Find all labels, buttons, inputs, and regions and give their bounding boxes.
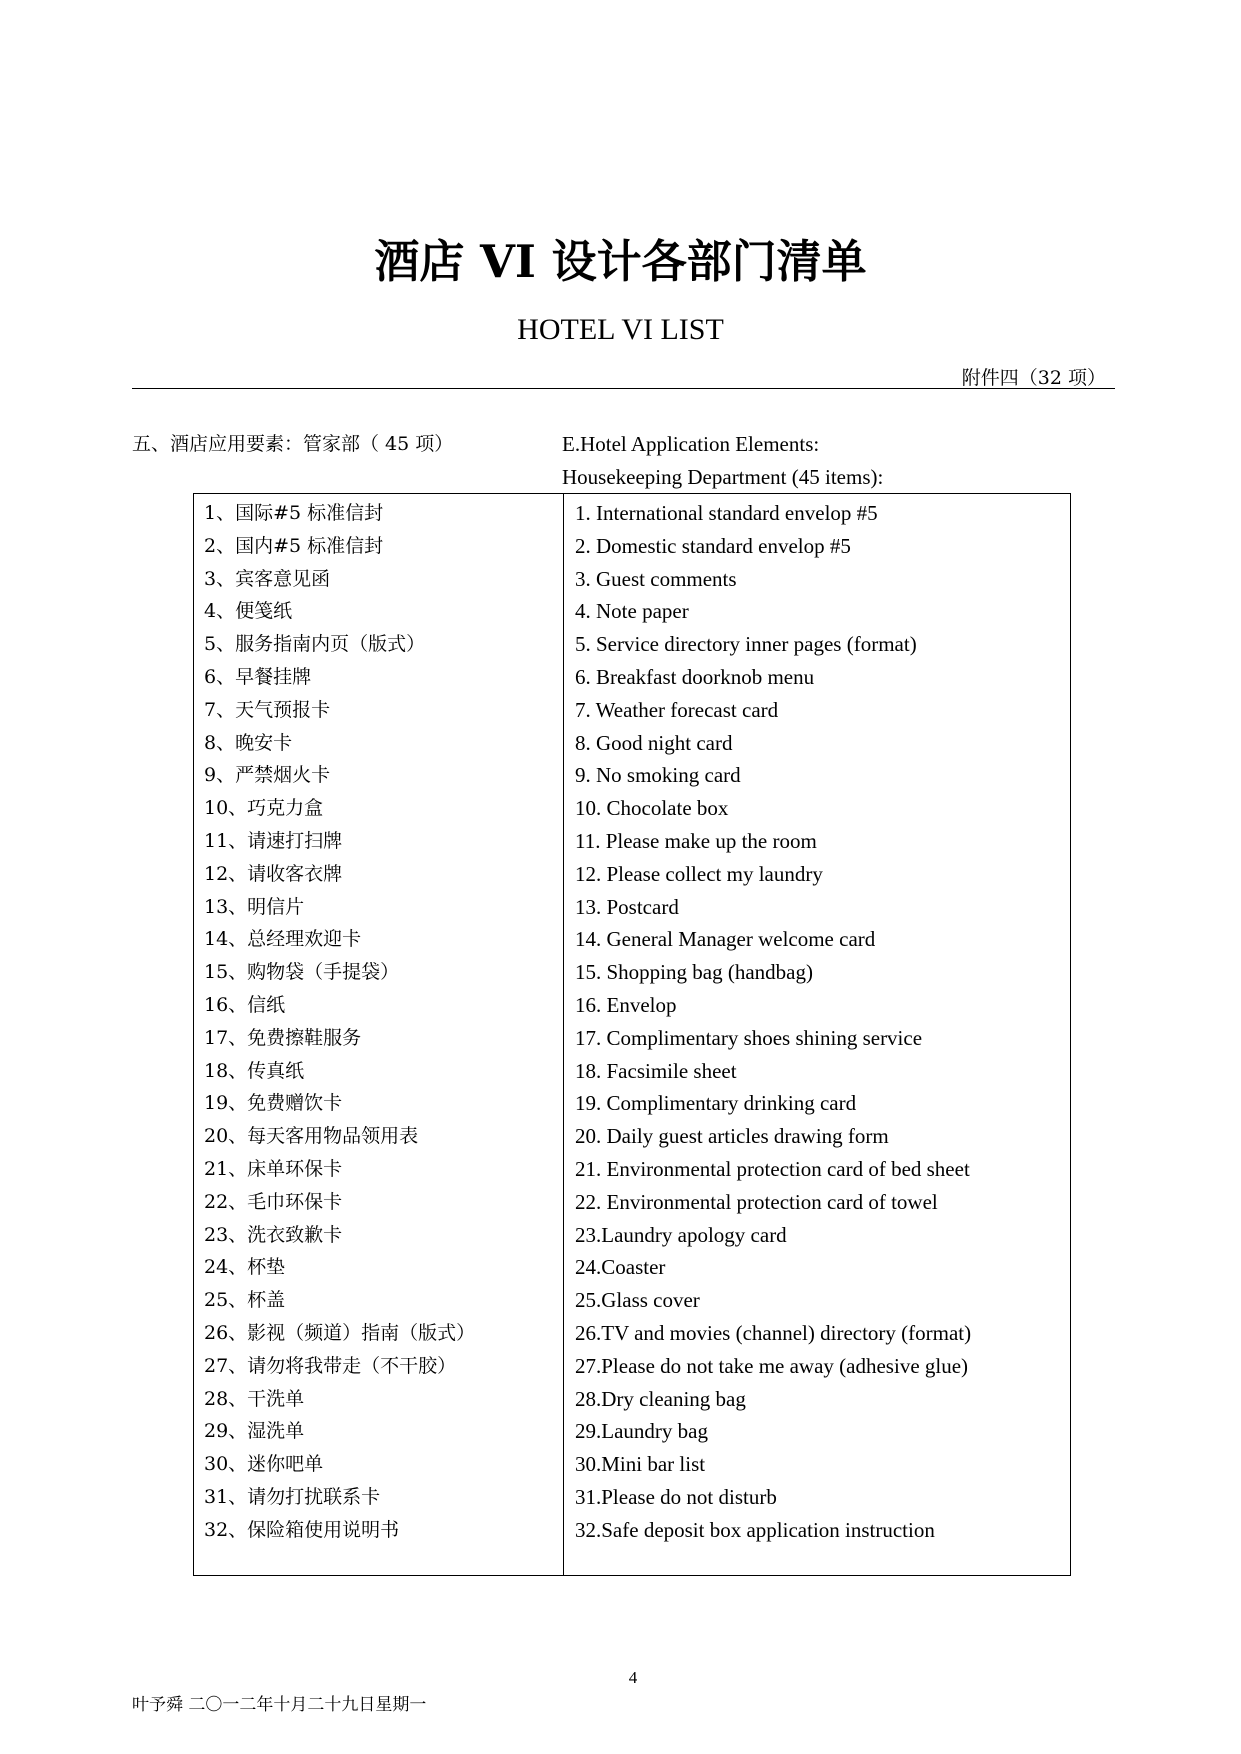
section-title-en xyxy=(562,428,883,494)
list-item-en: 8. Good night card xyxy=(575,730,733,755)
page-number: 4 xyxy=(628,1668,638,1687)
footer-author-date: 叶予舜 二〇一二年十月二十九日星期一 xyxy=(132,1695,427,1715)
list-item-en: 23.Laundry apology card xyxy=(575,1222,787,1247)
section-title-en-line1: E.Hotel Application Elements: xyxy=(562,432,820,456)
list-item-en: 26.TV and movies (channel) directory (format) xyxy=(575,1320,972,1345)
list-item-cn: 21、床单环保卡 xyxy=(204,1157,343,1180)
list-item-cn: 9、严禁烟火卡 xyxy=(204,764,331,787)
list-item-en: 6. Breakfast doorknob menu xyxy=(575,664,815,689)
list-item-en: 14. General Manager welcome card xyxy=(575,927,876,952)
list-item-en: 25.Glass cover xyxy=(575,1288,700,1313)
list-item-en: 32.Safe deposit box application instruction xyxy=(575,1517,935,1542)
list-item-en: 22. Environmental protection card of towel xyxy=(575,1189,938,1214)
list-item-cn: 8、晚安卡 xyxy=(204,731,293,754)
list-item-en: 2. Domestic standard envelop #5 xyxy=(575,533,851,558)
section-title-cn: 五、酒店应用要素：管家部（ 45 项） xyxy=(132,433,454,455)
list-item-en: 5. Service directory inner pages (format) xyxy=(575,632,917,657)
list-item-en: 21. Environmental protection card of bed sheet xyxy=(575,1156,970,1181)
list-item-cn: 26、影视（频道）指南（版式） xyxy=(204,1321,476,1344)
list-item-en: 13. Postcard xyxy=(575,894,679,919)
list-item-en: 29.Laundry bag xyxy=(575,1419,708,1444)
list-item-en: 12. Please collect my laundry xyxy=(575,861,823,886)
list-item-en: 24.Coaster xyxy=(575,1255,666,1280)
list-item-cn: 28、干洗单 xyxy=(204,1387,305,1410)
items-table xyxy=(193,493,1071,1576)
list-item-en: 28.Dry cleaning bag xyxy=(575,1386,746,1411)
annex-label: 附件四（32 项） xyxy=(961,367,1106,389)
list-item-cn: 30、迷你吧单 xyxy=(204,1453,324,1476)
list-item-cn: 25、杯盖 xyxy=(204,1289,286,1312)
list-item-en: 10. Chocolate box xyxy=(575,796,729,821)
list-item-cn: 13、明信片 xyxy=(204,895,305,918)
list-item-en: 1. International standard envelop #5 xyxy=(575,501,878,525)
items-list-en xyxy=(575,497,1065,1547)
list-item-cn: 17、免费擦鞋服务 xyxy=(204,1026,362,1049)
items-list-cn xyxy=(204,497,554,1547)
list-item-cn: 6、早餐挂牌 xyxy=(204,665,312,688)
list-item-en: 19. Complimentary drinking card xyxy=(575,1091,857,1116)
list-item-cn: 18、传真纸 xyxy=(204,1059,305,1082)
list-item-en: 3. Guest comments xyxy=(575,566,737,591)
list-item-en: 17. Complimentary shoes shining service xyxy=(575,1025,923,1050)
list-item-cn: 23、洗衣致歉卡 xyxy=(204,1223,343,1246)
list-item-cn: 7、天气预报卡 xyxy=(204,698,331,721)
list-item-cn: 27、请勿将我带走（不干胶） xyxy=(204,1354,457,1377)
list-item-cn: 5、服务指南内页（版式） xyxy=(204,633,426,656)
list-item-cn: 11、请速打扫牌 xyxy=(204,829,343,852)
list-item-cn: 10、巧克力盒 xyxy=(204,797,324,820)
list-item-cn: 15、购物袋（手提袋） xyxy=(204,961,400,984)
list-item-cn: 32、保险箱使用说明书 xyxy=(204,1518,400,1541)
list-item-cn: 19、免费赠饮卡 xyxy=(204,1092,343,1115)
list-item-cn: 14、总经理欢迎卡 xyxy=(204,928,362,951)
section-title-en-line2: Housekeeping Department (45 items): xyxy=(562,465,884,489)
list-item-en: 4. Note paper xyxy=(575,599,689,624)
list-item-en: 7. Weather forecast card xyxy=(575,697,779,722)
document-subtitle: HOTEL VI LIST xyxy=(517,313,724,346)
list-item-cn: 4、便笺纸 xyxy=(204,600,293,623)
list-item-en: 20. Daily guest articles drawing form xyxy=(575,1124,889,1149)
list-item-en: 16. Envelop xyxy=(575,992,677,1017)
list-item-en: 31.Please do not disturb xyxy=(575,1484,777,1509)
list-item-en: 18. Facsimile sheet xyxy=(575,1058,737,1083)
list-item-cn: 2、国内#5 标准信封 xyxy=(204,534,384,557)
document-title: 酒店 VI 设计各部门清单 xyxy=(374,235,867,288)
list-item-cn: 12、请收客衣牌 xyxy=(204,862,343,885)
list-item-cn: 1、国际#5 标准信封 xyxy=(204,502,384,524)
list-item-en: 11. Please make up the room xyxy=(575,828,817,853)
list-item-en: 27.Please do not take me away (adhesive glue) xyxy=(575,1353,969,1378)
list-item-cn: 22、毛巾环保卡 xyxy=(204,1190,343,1213)
list-item-cn: 16、信纸 xyxy=(204,993,286,1016)
list-item-cn: 29、湿洗单 xyxy=(204,1420,305,1443)
list-item-en: 15. Shopping bag (handbag) xyxy=(575,960,813,985)
column-divider xyxy=(563,494,564,1575)
list-item-cn: 31、请勿打扰联系卡 xyxy=(204,1485,381,1508)
header-rule xyxy=(132,388,1115,389)
list-item-cn: 3、宾客意见函 xyxy=(204,567,331,590)
list-item-cn: 24、杯垫 xyxy=(204,1256,286,1279)
list-item-en: 9. No smoking card xyxy=(575,763,741,788)
list-item-cn: 20、每天客用物品领用表 xyxy=(204,1125,419,1148)
list-item-en: 30.Mini bar list xyxy=(575,1452,706,1477)
